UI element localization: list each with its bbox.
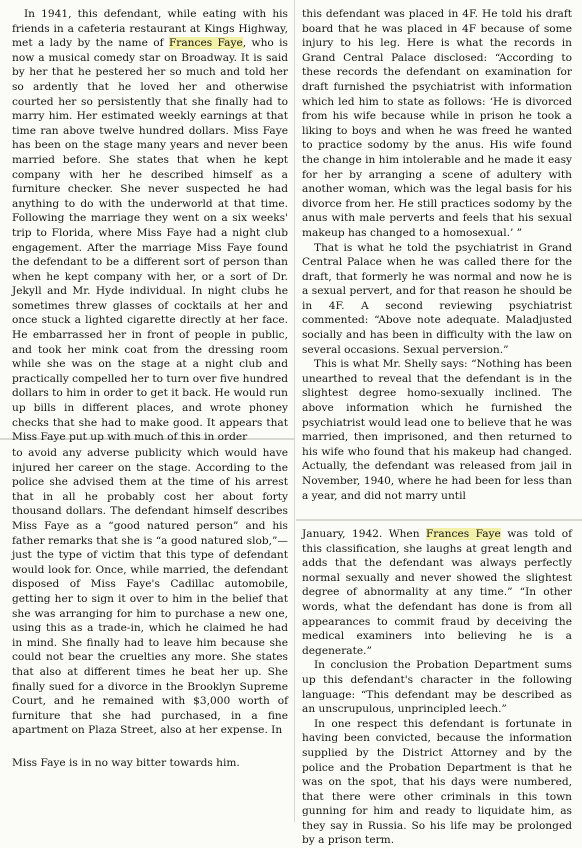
column-divider xyxy=(294,0,295,822)
column-right-top xyxy=(302,7,572,503)
paragraph-text: In 1941, this defendant, while eating with his friends in a cafeteria restaurant at Kings Highway, met a lady by the name of xyxy=(12,8,288,50)
paragraph: In one respect this defendant is fortunate in having been convicted, because the information supplied by the District Attorney and by the police and the Probation Department is that he was on the spot, that his days were numbered, that there were other criminals in this town gunning for him and ready to liquidate him, as they say in Russia. So his life may be prolonged by a prison term. xyxy=(302,717,572,847)
paragraph: this defendant was placed in 4F. He told his draft board that he was placed in 4F because of some injury to his leg. Here is what the records in Grand Central Palace disclosed: “According to these records the defendant on examination for draft furnished the psychiatrist with information which led him to state as follows: ‘He is divorced from his wife because while in prison he took a liking to boys and when he was freed he wanted to practice sodomy by the anus. His wife found the change in him intolerable and he made it easy for her by arranging a scene of adultery with another woman, which was the legal basis for his divorce from her. He still practices sodomy by the anus with male perverts and feels that his sexual makeup has changed to a homosexual.’ ” xyxy=(302,8,572,239)
paragraph: This is what Mr. Shelly says: “Nothing has been unearthed to reveal that the defendant is in the slightest degree homo-sexually inclined. The above information which he furnished the psychiatrist would lead one to believe that he was married, then imprisoned, and then returned to his wife who found that his makeup had changed. Actually, the defendant was released from jail in November, 1940, where he had been for less than a year, and did not marry until xyxy=(302,358,572,502)
section-divider-right xyxy=(296,519,582,521)
paragraph-text: January, 1942. When xyxy=(302,528,426,540)
column-right-bottom xyxy=(302,527,572,848)
paragraph: Miss Faye is in no way bitter towards him. xyxy=(12,756,240,769)
paragraph-text: , who is now a musical comedy star on Broadway. It is said by her that he pestered her so much and told her so ardently that he loved her and otherwise courted her so persistently that she finally had to marry him. Her estimated weekly earnings at that time ran above twelve hundred dollars. Miss Faye has been on the stage many years and never been married before. She states that when he kept company with her he described himself as a furniture checker. She never suspected he had anything to do with the underworld at that time. Following the marriage they went on a six weeks' trip to Florida, where Miss Faye had a night club engagement. After the marriage Miss Faye found the defendant to be a different sort of person than when he kept company with her, or a sort of Dr. Jekyll and Mr. Hyde individual. In night clubs he sometimes threw glasses of cocktails at her and once stuck a lighted cigarette directly at her face. He embarrassed her in front of people in public, and took her mink coat from the dressing room while she was on the stage at a night club and practically compelled her to turn over five hundred dollars to him in order to get it back. He would run up bills in different places, and wrote phoney checks that she had to make good. It appears that Miss Faye put up with much of this in order xyxy=(12,37,288,444)
column-left-bottom xyxy=(12,446,288,770)
paragraph: That is what he told the psychiatrist in Grand Central Palace when he was called there for the draft, that formerly he was normal and now he is a sexual pervert, and for that reason he should be in 4F. A second reviewing psychiatrist commented: “Above note adequate. Maladjusted socially and has been in difficulty with the law on several occasions. Sexual perversion.” xyxy=(302,241,572,356)
paragraph: In conclusion the Probation Department sums up this defendant's character in the following language: “This defendant may be described as an unscrupulous, unprincipled leech.” xyxy=(302,659,572,716)
column-left-top xyxy=(12,7,288,445)
paragraph-text: was told of this classification, she laughs at great length and adds that the defendant was always perfectly normal sexually and never showed the slightest degree of abnormality at any time.” “In other words, what the defendant has done is from all appearances to commit fraud by deceiving the medical examiners into believing he is a degenerate.” xyxy=(302,528,572,657)
paragraph xyxy=(302,527,572,658)
paragraph xyxy=(12,7,288,445)
paragraph: to avoid any adverse publicity which would have injured her career on the stage. According to the police she advised them at the time of his arrest that in all he probably cost her about forty thousand dollars. The defendant himself describes Miss Faye as a “good natured person” and his father remarks that she is “a good natured slob,”—just the type of victim that this type of defendant would look for. Once, while married, the defendant disposed of Miss Faye's Cadillac automobile, getting her to sign it over to him in the belief that she was arranging for him to purchase a new one, using this as a trade-in, which he claimed he had in mind. She finally had to leave him because she could not bear the cruelties any more. She states that also at different times he beat her up. She finally sued for a divorce in the Brooklyn Supreme Court, and he remained with $3,000 worth of furniture that she had purchased, in a fine apartment on Plaza Street, also at her expense. In xyxy=(12,447,288,737)
highlighted-name: Frances Faye xyxy=(168,37,243,50)
highlighted-name: Frances Faye xyxy=(425,528,501,540)
